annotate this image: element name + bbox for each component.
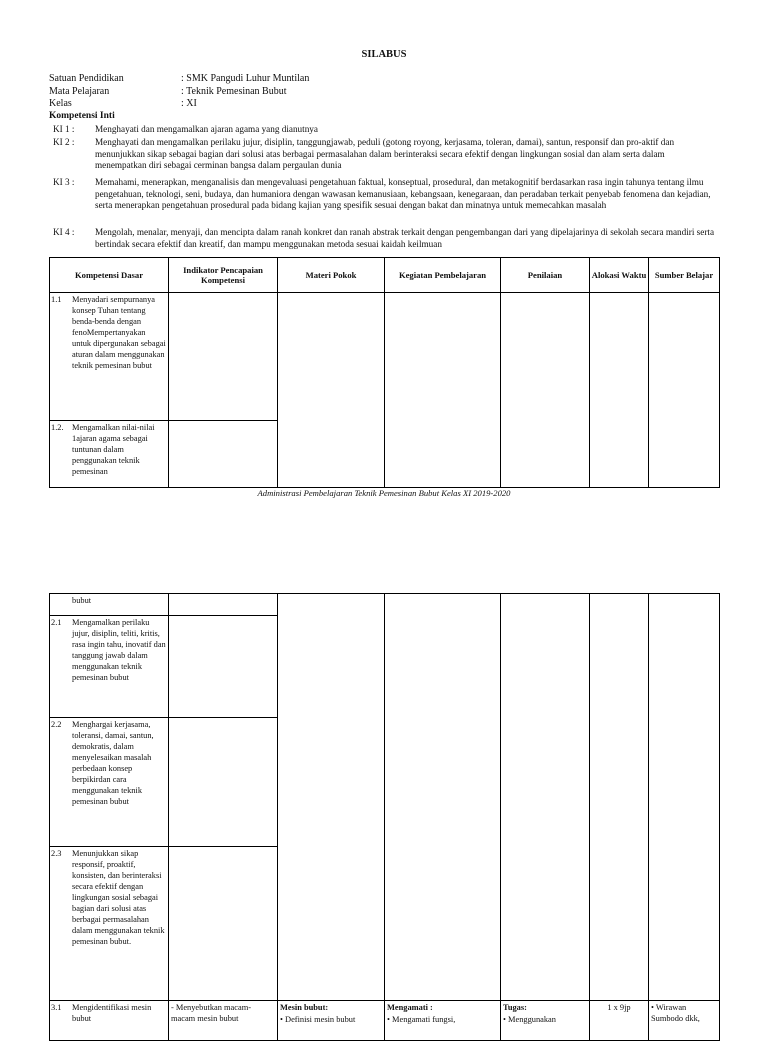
sumber-text: • Wirawan Sumbodo dkk, [651,1003,700,1023]
kd-number: 2.1 [51,618,62,627]
kd-cell [50,1001,169,1041]
ki-code: KI 2 : [53,137,75,147]
materi-cell [278,293,385,488]
kd-text: Menyadari sempurnanya konsep Tuhan tentang benda-benda dengan fenoMempertanyakan untuk dipergunakan sebagai aturan dalam menggunakan teknik pemesinan bubut [72,295,166,370]
header-kompetensi-dasar: Kompetensi Dasar [50,258,169,293]
meta-row-kelas [49,98,197,109]
kd-text: Mengamalkan nilai-nilai 1ajaran agama sebagai tuntunan dalam penggunakan teknik pemesinan [72,423,155,476]
indikator-cell [169,421,278,488]
header-alokasi-waktu: Alokasi Waktu [590,258,649,293]
kd-cell [50,847,169,1001]
ki-code: KI 4 : [53,227,75,237]
kegiatan-item: • Mengamati fungsi, [387,1015,456,1024]
penilaian-title: Tugas: [503,1003,527,1012]
kegiatan-cell [385,1001,501,1041]
meta-label: Mata Pelajaran [49,86,110,97]
sumber-cell [649,1001,720,1041]
kd-text: bubut [72,596,92,605]
kd-number: 1.2. [51,423,64,432]
penilaian-cell [501,594,590,1001]
ki-text: Mengolah, menalar, menyaji, dan mencipta dalam ranah konkret dan ranah abstrak terkait dengan pengembangan dari yang dipelajarinya di sekolah secara mandiri serta bertindak secara efektif dan kreatif, dan mampu menggunakan metoda sesuai kaidah keilmuan [95,227,715,249]
silabus-table-page2 [49,593,720,1041]
header-kegiatan: Kegiatan Pembelajaran [385,258,501,293]
kd-number [50,595,72,606]
ki-item-1 [53,124,718,136]
ki-code: KI 3 : [53,177,75,187]
page-footer: Administrasi Pembelajaran Teknik Pemesinan Bubut Kelas XI 2019-2020 [257,488,511,498]
meta-row-satuan [49,73,309,84]
indikator-cell [169,718,278,847]
meta-value: : SMK Pangudi Luhur Muntilan [181,73,310,84]
meta-label: Satuan Pendidikan [49,73,124,84]
table-row [50,293,720,421]
ki-heading: Kompetensi Inti [49,111,115,121]
ki-item-4 [53,227,718,250]
sumber-cell [649,594,720,1001]
indikator-cell [169,293,278,421]
kd-number: 2.2 [51,720,62,729]
kd-cell [50,616,169,718]
alokasi-cell [590,594,649,1001]
indikator-cell [169,1001,278,1041]
kd-text: Menghargai kerjasama, toleransi, damai, santun, demokratis, dalam menyelesaikan masalah perbedaan konsep berpikirdan cara menggunakan teknik pemesinan bubut [72,720,154,806]
ki-code: KI 1 : [53,124,75,134]
kegiatan-cell [385,594,501,1001]
kd-cell [50,293,169,421]
kd-number: 2.3 [51,849,62,858]
kd-text: Menunjukkan sikap responsif, proaktif, konsisten, dan berinteraksi secara efektif dengan lingkungan sosial sebagai bagian dari solusi atas berbagai permasalahan dalam menggunakan teknik pemesinan bubut. [72,849,165,946]
kd-cell [50,718,169,847]
materi-cell [278,1001,385,1041]
kegiatan-title: Mengamati : [387,1003,433,1012]
ki-text: Menghayati dan mengamalkan ajaran agama yang dianutnya [95,124,318,134]
document-title: SILABUS [361,49,407,60]
header-indikator: Indikator Pencapaian Kompetensi [169,258,278,293]
materi-item: • Definisi mesin bubut [280,1015,356,1024]
indikator-cell [169,616,278,718]
indikator-cell [169,594,278,616]
kd-text: Mengidentifikasi mesin bubut [72,1003,152,1023]
kd-cell [50,594,169,616]
meta-value: : Teknik Pemesinan Bubut [181,86,287,97]
meta-label: Kelas [49,98,72,109]
sumber-cell [649,293,720,488]
materi-title: Mesin bubut: [280,1003,329,1012]
kd-number: 3.1 [51,1003,62,1012]
table-row [50,594,720,616]
table-header-row [50,258,720,293]
meta-value: : XI [181,98,197,109]
ki-text: Menghayati dan mengamalkan perilaku jujur, disiplin, tanggungjawab, peduli (gotong royong, kerjasama, toleran, damai), santun, responsif dan pro-aktif dan menunjukkan sikap sebagai bagian dari solusi atas berbagai permasalahan dalam berinteraksi secara efektif dengan lingkungan sosial dan alam serta dalam menempatkan diri sebagai cerminan bangsa dalam pergaulan dunia [95,137,675,170]
meta-row-mapel [49,86,287,97]
materi-cell [278,594,385,1001]
kd-cell [50,421,169,488]
alokasi-cell [590,1001,649,1041]
alokasi-cell [590,293,649,488]
indikator-cell [169,847,278,1001]
penilaian-cell [501,1001,590,1041]
header-materi-pokok: Materi Pokok [278,258,385,293]
header-penilaian: Penilaian [501,258,590,293]
kd-text: Mengamalkan perilaku jujur, disiplin, teliti, kritis, rasa ingin tahu, inovatif dan tanggung jawab dalam menggunakan teknik pemesinan bubut [72,618,166,682]
penilaian-item: • Menggunakan [503,1015,556,1024]
alokasi-text: 1 x 9jp [607,1003,631,1012]
ki-item-2 [53,137,718,172]
header-sumber-belajar: Sumber Belajar [649,258,720,293]
kegiatan-cell [385,293,501,488]
kd-number: 1.1 [51,295,62,304]
penilaian-cell [501,293,590,488]
ki-text: Memahami, menerapkan, menganalisis dan mengevaluasi pengetahuan faktual, konseptual, prosedural, dan metakognitif berdasarkan rasa ingin tahunya tentang ilmu pengetahuan, teknologi, seni, budaya, dan humaniora dengan wawasan kemanusiaan, kebangsaan, kenegaraan, dan peradaban terkait penyebab fenomena dan kejadian, serta menerapkan pengetahuan prosedural pada bidang kajian yang spesifik sesuai dengan bakat dan minatnya untuk memecahkan masalah [95,177,711,210]
ki-item-3 [53,177,718,212]
silabus-table-page1 [49,257,720,488]
table-row [50,1001,720,1041]
indikator-text: - Menyebutkan macam-macam mesin bubut [171,1003,251,1023]
